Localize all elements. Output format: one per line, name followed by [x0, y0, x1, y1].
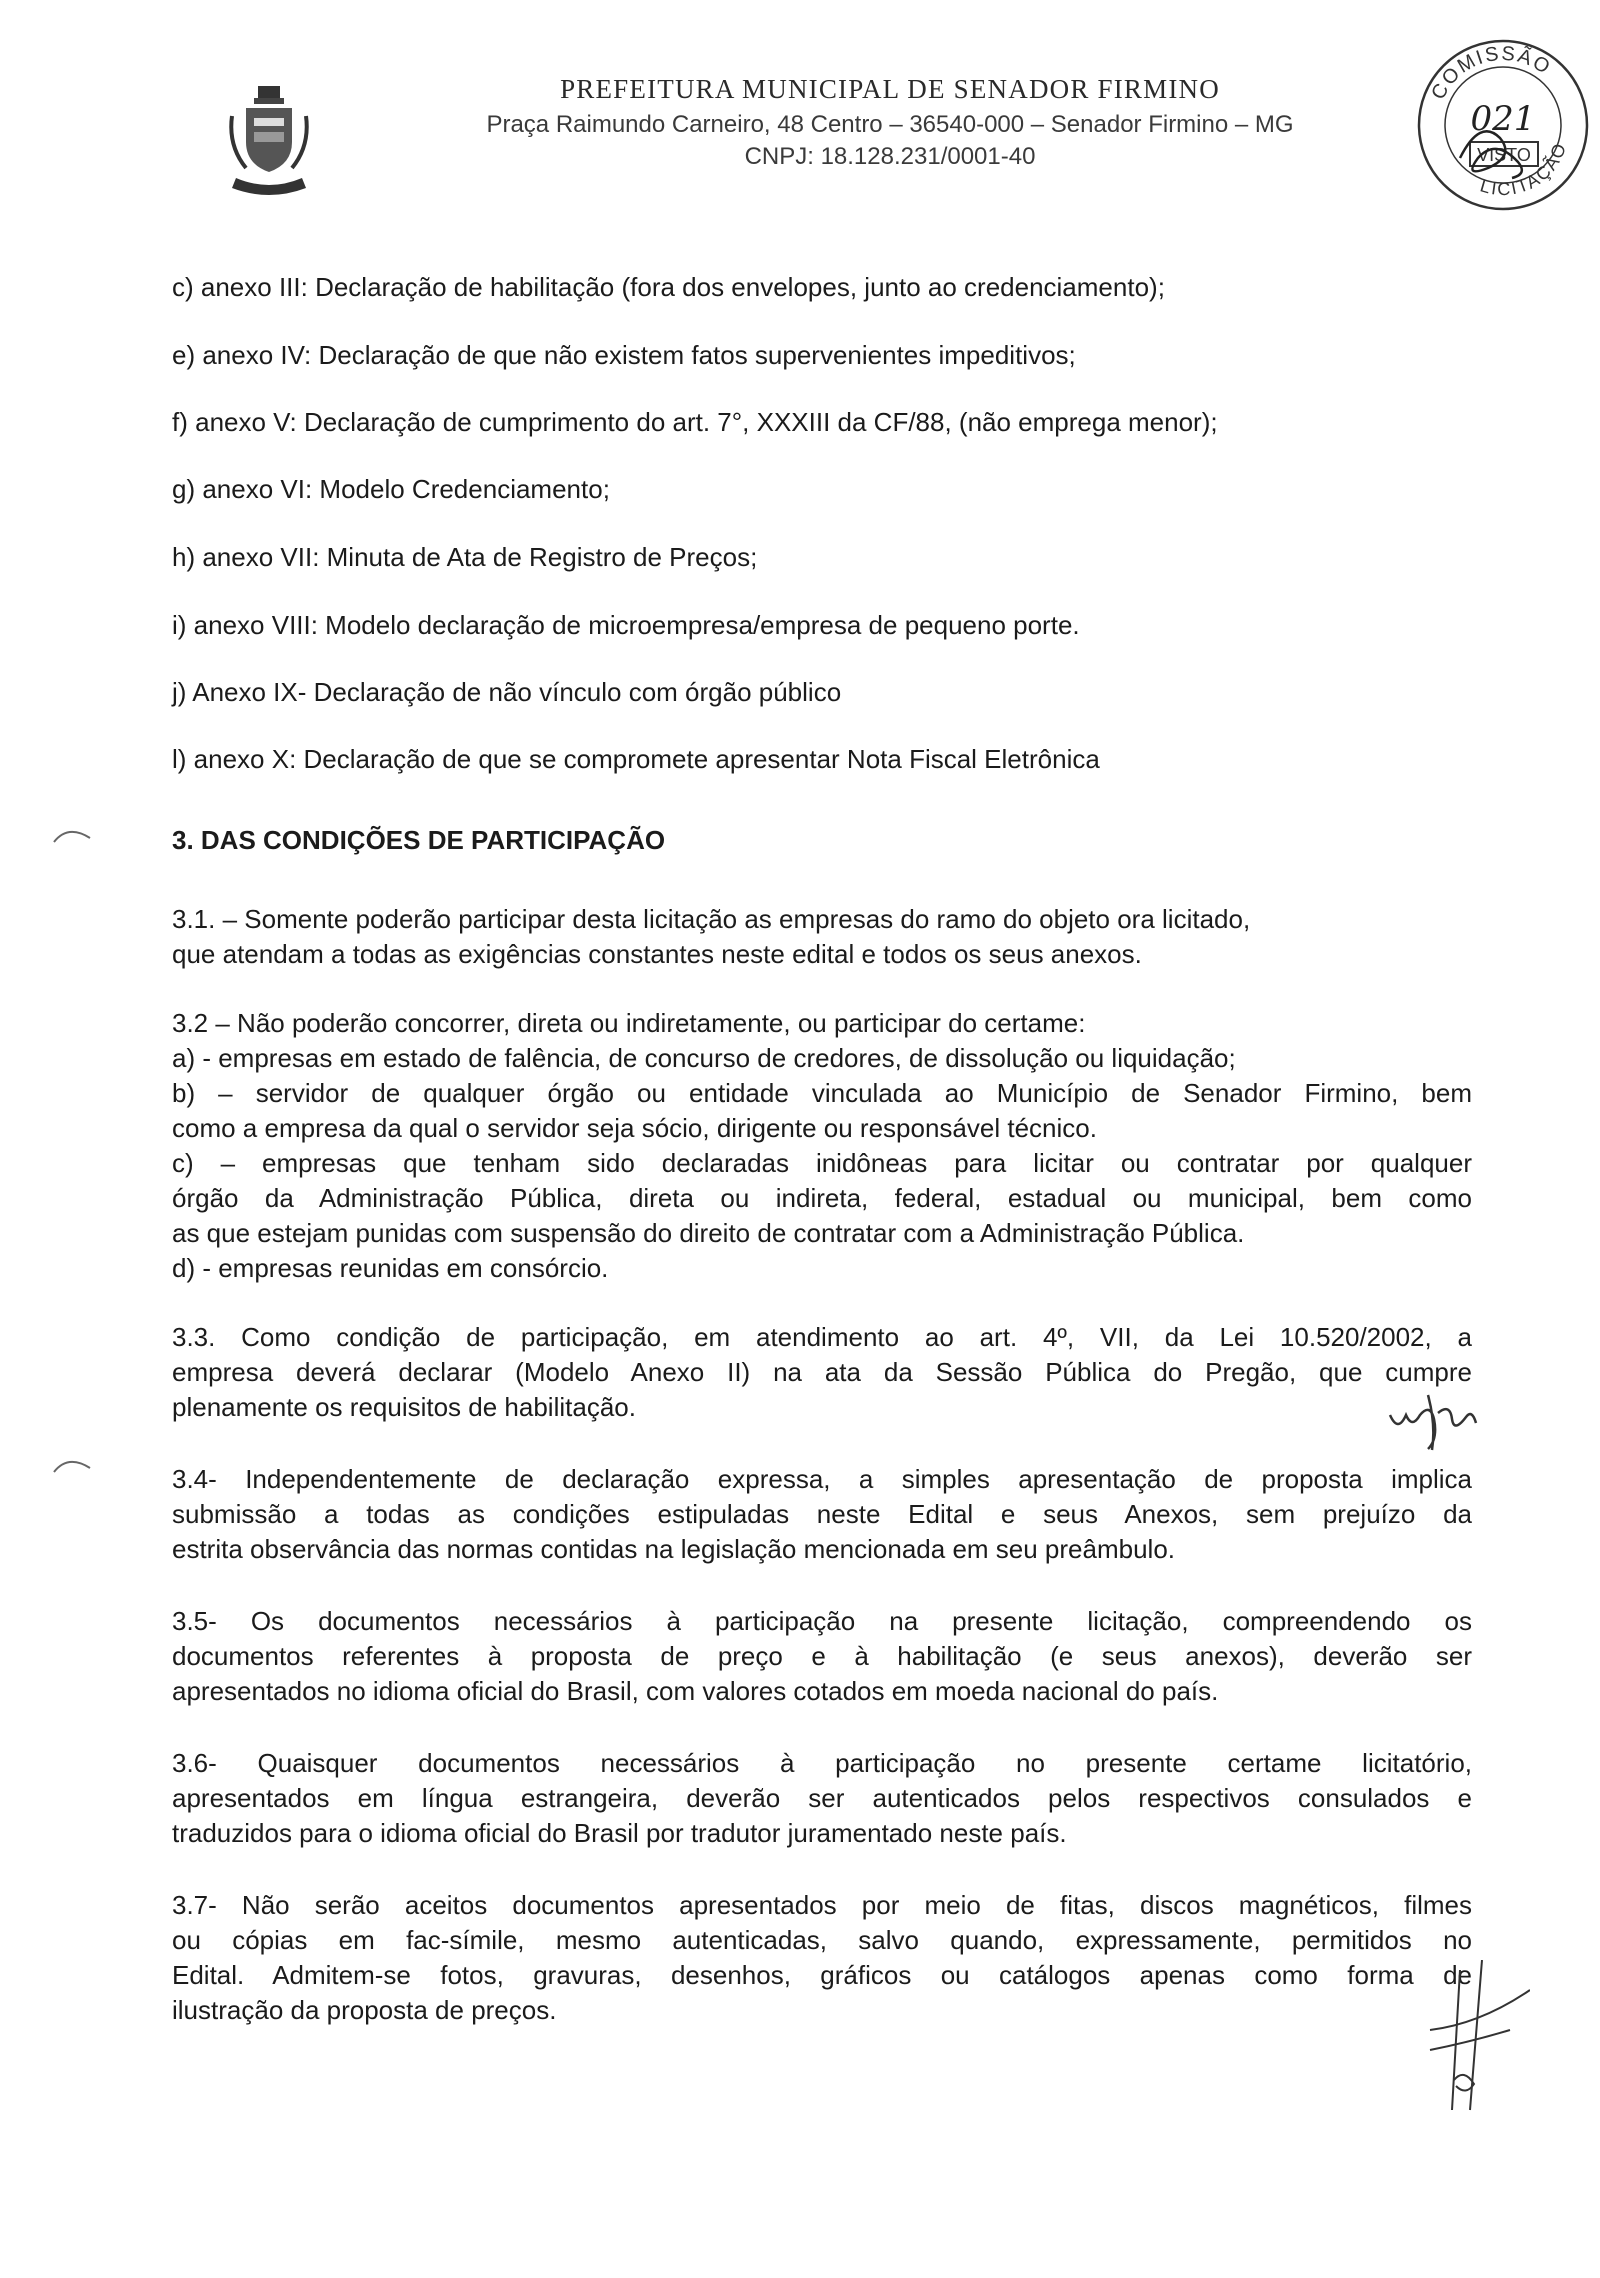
clause-line: ilustração da proposta de preços. [172, 1995, 557, 2025]
clause-line: c) – empresas que tenham sido declaradas inidôneas para licitar ou contratar por qualquer [172, 1148, 1472, 1178]
clause-3-6 [172, 1746, 1472, 1851]
handwritten-signature [1410, 1960, 1530, 2120]
municipal-coat-of-arms-icon [228, 86, 310, 196]
clause-3-5 [172, 1604, 1472, 1709]
annex-item: h) anexo VII: Minuta de Ata de Registro de Preços; [172, 542, 758, 572]
clause-line: 3.2 – Não poderão concorrer, direta ou indiretamente, ou participar do certame: [172, 1008, 1086, 1038]
stamp-visto-text: VISTO [1477, 145, 1531, 165]
clause-line: documentos referentes à proposta de preço e à habilitação (e seus anexos), deverão ser [172, 1641, 1472, 1671]
clause-line: apresentados no idioma oficial do Brasil, com valores cotados em moeda nacional do país. [172, 1676, 1219, 1706]
clause-3-7 [172, 1888, 1472, 2028]
clause-line: 3.7- Não serão aceitos documentos apresentados por meio de fitas, discos magnéticos, filmes [172, 1890, 1472, 1920]
commission-stamp [1408, 30, 1598, 220]
annex-item: j) Anexo IX- Declaração de não vínculo com órgão público [172, 677, 842, 707]
clause-line: as que estejam punidas com suspensão do direito de contratar com a Administração Pública. [172, 1218, 1245, 1248]
clause-line: a) - empresas em estado de falência, de concurso de credores, de dissolução ou liquidação; [172, 1043, 1236, 1073]
clause-line: estrita observância das normas contidas na legislação mencionada em seu preâmbulo. [172, 1534, 1176, 1564]
svg-text:COMISSÃO [1427, 43, 1555, 104]
stamp-top-text: COMISSÃO [1427, 42, 1556, 104]
clause-line: 3.1. – Somente poderão participar desta licitação as empresas do ramo do objeto ora licitado, [172, 904, 1251, 934]
clause-line: Edital. Admitem-se fotos, gravuras, desenhos, gráficos ou catálogos apenas como forma de [172, 1960, 1472, 1990]
letterhead [400, 74, 1380, 171]
section-heading: 3. DAS CONDIÇÕES DE PARTICIPAÇÃO [172, 825, 666, 855]
org-cnpj: CNPJ: 18.128.231/0001-40 [744, 143, 1036, 170]
clause-line: apresentados em língua estrangeira, deverão ser autenticados pelos respectivos consulados e [172, 1783, 1472, 1813]
clause-line: b) – servidor de qualquer órgão ou entidade vinculada ao Município de Senador Firmino, bem [172, 1078, 1472, 1108]
clause-line: 3.4- Independentemente de declaração expressa, a simples apresentação de proposta implica [172, 1464, 1472, 1494]
org-name: PREFEITURA MUNICIPAL DE SENADOR FIRMINO [560, 74, 1220, 104]
clause-3-1 [172, 902, 1472, 972]
annex-item: l) anexo X: Declaração de que se compromete apresentar Nota Fiscal Eletrônica [172, 744, 1100, 774]
org-address: Praça Raimundo Carneiro, 48 Centro – 36540-000 – Senador Firmino – MG [486, 111, 1294, 138]
clause-line: 3.5- Os documentos necessários à participação na presente licitação, compreendendo os [172, 1606, 1472, 1636]
clause-3-2 [172, 1006, 1472, 1286]
annex-item: f) anexo V: Declaração de cumprimento do art. 7°, XXXIII da CF/88, (não emprega menor); [172, 407, 1218, 437]
clause-line: empresa deverá declarar (Modelo Anexo II) na ata da Sessão Pública do Pregão, que cumpre [172, 1357, 1472, 1387]
annex-item: c) anexo III: Declaração de habilitação (fora dos envelopes, junto ao credenciamento); [172, 272, 1165, 302]
clause-3-3 [172, 1320, 1472, 1425]
clause-line: d) - empresas reunidas em consórcio. [172, 1253, 609, 1283]
clause-line: 3.6- Quaisquer documentos necessários à participação no presente certame licitatório, [172, 1748, 1472, 1778]
rubric-signature [1380, 1385, 1580, 1455]
punch-mark-icon [48, 1448, 98, 1478]
clause-line: submissão a todas as condições estipuladas neste Edital e seus Anexos, sem prejuízo da [172, 1499, 1472, 1529]
clause-line: traduzidos para o idioma oficial do Brasil por tradutor juramentado neste país. [172, 1818, 1067, 1848]
stamp-number: 021 [1470, 99, 1536, 139]
clause-line: plenamente os requisitos de habilitação. [172, 1392, 636, 1422]
clause-line: como a empresa da qual o servidor seja sócio, dirigente ou responsável técnico. [172, 1113, 1097, 1143]
clause-line: que atendam a todas as exigências constantes neste edital e todos os seus anexos. [172, 939, 1142, 969]
annex-item: i) anexo VIII: Modelo declaração de microempresa/empresa de pequeno porte. [172, 610, 1080, 640]
clause-line: órgão da Administração Pública, direta ou indireta, federal, estadual ou municipal, bem como [172, 1183, 1472, 1213]
punch-mark-icon [48, 818, 98, 848]
clause-3-4 [172, 1462, 1472, 1567]
stamp-bottom-text: LICITAÇÃO [1477, 139, 1571, 200]
annex-item: e) anexo IV: Declaração de que não existem fatos supervenientes impeditivos; [172, 340, 1076, 370]
clause-line: 3.3. Como condição de participação, em atendimento ao art. 4º, VII, da Lei 10.520/2002, a [172, 1322, 1472, 1352]
annex-item: g) anexo VI: Modelo Credenciamento; [172, 474, 610, 504]
clause-line: ou cópias em fac-símile, mesmo autenticadas, salvo quando, expressamente, permitidos no [172, 1925, 1472, 1955]
